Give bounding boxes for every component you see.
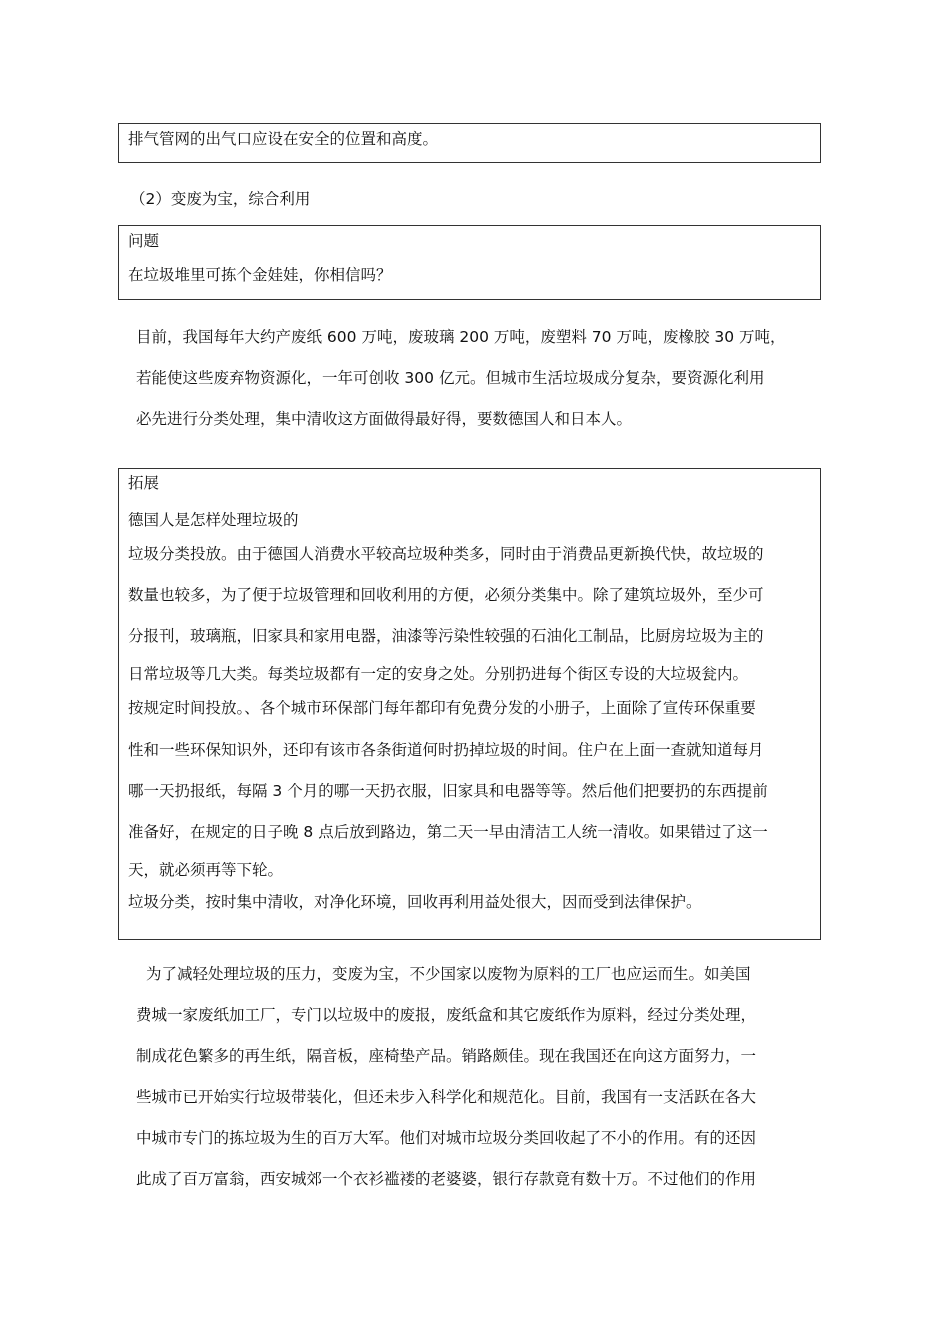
- extension-box: [118, 468, 821, 940]
- question-box: [118, 225, 821, 300]
- exhaust-note-text: 排气管网的出气口应设在安全的位置和高度。: [128, 130, 439, 148]
- paragraph-line: 此成了百万富翁，西安城郊一个衣衫褴褛的老婆婆，银行存款竟有数十万。不过他们的作用: [136, 1170, 757, 1188]
- intro-paragraph: [136, 317, 826, 440]
- paragraph-line: 些城市已开始实行垃圾带装化，但还未步入科学化和规范化。目前，我国有一支活跃在各大: [136, 1088, 757, 1106]
- extension-line: 分报刊，玻璃瓶，旧家具和家用电器，油漆等污染性较强的石油化工制品，比厨房垃圾为主的: [128, 627, 764, 645]
- paragraph-line: 若能使这些废弃物资源化，一年可创收 300 亿元。但城市生活垃圾成分复杂，要资源化利用: [136, 369, 765, 387]
- section-heading: （2）变废为宝，综合利用: [130, 190, 311, 208]
- extension-title: 德国人是怎样处理垃圾的: [128, 511, 299, 529]
- question-label: 问题: [128, 232, 160, 250]
- paragraph-line: 目前，我国每年大约产废纸 600 万吨，废玻璃 200 万吨，废塑料 70 万吨，废橡胶 30 万吨，: [136, 328, 786, 346]
- extension-line: 天，就必须再等下轮。: [128, 861, 284, 879]
- extension-line: 哪一天扔报纸，每隔 3 个月的哪一天扔衣服，旧家具和电器等等。然后他们把要扔的东西提前: [128, 782, 768, 800]
- paragraph-line: 制成花色繁多的再生纸，隔音板，座椅垫产品。销路颇佳。现在我国还在向这方面努力，一: [136, 1047, 757, 1065]
- extension-line: 垃圾分类，按时集中清收，对净化环境，回收再利用益处很大，因而受到法律保护。: [128, 893, 702, 911]
- extension-line: 准备好，在规定的日子晚 8 点后放到路边，第二天一早由清洁工人统一清收。如果错过了这一: [128, 823, 768, 841]
- paragraph-line: 费城一家废纸加工厂，专门以垃圾中的废报，废纸盒和其它废纸作为原料，经过分类处理，: [136, 1006, 757, 1024]
- extension-label: 拓展: [128, 474, 160, 492]
- extension-line: 垃圾分类投放。由于德国人消费水平较高垃圾种类多，同时由于消费品更新换代快，故垃圾的: [128, 545, 764, 563]
- question-text: 在垃圾堆里可拣个金娃娃，你相信吗？: [128, 266, 392, 284]
- paragraph-line: 中城市专门的拣垃圾为生的百万大军。他们对城市垃圾分类回收起了不小的作用。有的还因: [136, 1129, 757, 1147]
- paragraph-line: 为了减轻处理垃圾的压力，变废为宝，不少国家以废物为原料的工厂也应运而生。如美国: [146, 965, 751, 983]
- extension-line: 日常垃圾等几大类。每类垃圾都有一定的安身之处。分别扔进每个街区专设的大垃圾瓮内。: [128, 665, 749, 683]
- extension-line: 性和一些环保知识外，还印有该市各条街道何时扔掉垃圾的时间。住户在上面一查就知道每月: [128, 741, 764, 759]
- extension-line: 数量也较多，为了便于垃圾管理和回收利用的方便，必须分类集中。除了建筑垃圾外，至少可: [128, 586, 764, 604]
- extension-line: 按规定时间投放。、各个城市环保部门每年都印有免费分发的小册子，上面除了宣传环保重要: [128, 699, 756, 717]
- exhaust-note-box: [118, 123, 821, 163]
- closing-paragraph: [136, 954, 826, 1200]
- paragraph-line: 必先进行分类处理，集中清收这方面做得最好得，要数德国人和日本人。: [136, 410, 633, 428]
